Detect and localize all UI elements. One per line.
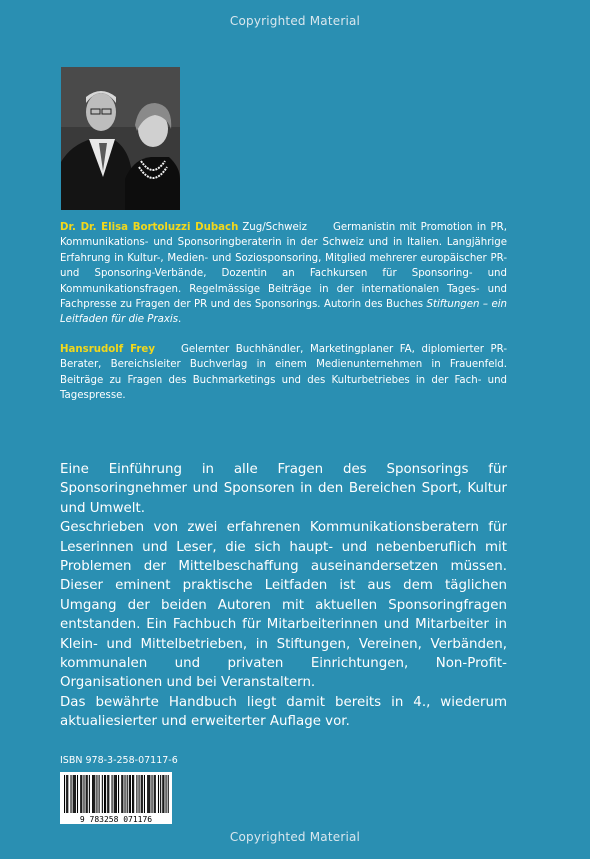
barcode-bar (108, 775, 109, 813)
barcode-bar (155, 775, 156, 813)
barcode-bar (129, 775, 130, 813)
barcode-bar (132, 775, 133, 813)
author-photo (61, 67, 180, 210)
barcode-bar (74, 775, 75, 813)
author-name: Dr. Dr. Elisa Bortoluzzi Dubach (60, 222, 239, 233)
isbn-barcode (60, 772, 172, 824)
barcode-bar (102, 775, 103, 813)
book-title: Stiftungen – ein Leitfaden für die Praxis (60, 299, 507, 326)
barcode-bar (158, 775, 159, 813)
barcode-bar (136, 775, 137, 813)
bio-end: . (178, 314, 182, 326)
barcode-bar (166, 775, 167, 813)
barcode-bar (114, 775, 115, 813)
barcode-bar (64, 775, 65, 813)
barcode-digits: 9 783258 071176 (79, 815, 153, 824)
barcode-bar (115, 775, 116, 813)
barcode-bar (67, 775, 68, 813)
author-bio-bortoluzzi (60, 220, 507, 328)
barcode-bar (141, 775, 142, 813)
author-location: Zug/Schweiz (242, 222, 307, 233)
barcode-bar (107, 775, 108, 813)
copyright-watermark-bottom: Copyrighted Material (229, 830, 361, 844)
barcode-bar (87, 775, 88, 813)
barcode-bar (83, 775, 84, 813)
barcode-bar (122, 775, 123, 813)
barcode-bar (81, 775, 82, 813)
barcode-bar (154, 775, 155, 813)
barcode-bar (80, 775, 81, 813)
barcode-bar (168, 775, 169, 813)
barcode-bar (160, 775, 161, 813)
barcode-bar (94, 775, 95, 813)
barcode-bar (124, 775, 125, 813)
barcode-bar (142, 775, 143, 813)
author-photo-image (61, 67, 180, 210)
author-name: Hansrudolf Frey (60, 344, 155, 355)
author-bio-text: Germanistin mit Promotion in PR, Kommunikations- und Sponsoringberaterin in der Schweiz und in Italien. Langjährige Erfahrung in Kultur-, Medien- und Soziosponsoring, Mitglied mehrerer europäischer PR- und Sponsoring-Verbände, Dozentin an Fachkursen für Sponsoring- und Kommunikationsfragen. Regelmässige Beiträge in der internationalen Tages- und Fachpresse zu Fragen der PR und des Sponsorings. Autorin des Buches (60, 222, 508, 311)
copyright-watermark-top: Copyrighted Material (229, 14, 361, 28)
barcode-bar (96, 775, 97, 813)
barcode-bar (89, 775, 90, 813)
barcode-bar (92, 775, 93, 813)
description-paragraph: Geschrieben von zwei erfahrenen Kommunikationsberatern für Leserinnen und Leser, die sich haupt- und nebenberuflich mit Problemen der Mittelbeschaffung auseinandersetzen müssen. Dieser eminent praktische Leitfaden ist aus dem täglichen Umgang der beiden Autoren mit aktuellen Sponsoringfragen entstanden. Ein Fachbuch für Mitarbeiterinnen und Mitarbeiter in Klein- und Mittelbetrieben, in Stiftungen, Vereinen, Verbänden, kommunalen und privaten Einrichtungen, Non-Profit-Organisationen und bei Veranstaltern. (60, 520, 507, 691)
barcode-bar (99, 775, 100, 813)
barcode-bar (73, 775, 74, 813)
barcode-bar (116, 775, 117, 813)
barcode-bar (66, 775, 67, 813)
author-bio-frey (60, 342, 507, 404)
barcode-bar (130, 775, 131, 813)
barcode-bar (93, 775, 94, 813)
barcode-bar (77, 775, 78, 813)
barcode-bar (75, 775, 76, 813)
barcode-bar (121, 775, 122, 813)
barcode-bar (133, 775, 134, 813)
book-description (60, 460, 507, 732)
barcode-bar (70, 775, 71, 813)
barcode-bar (147, 775, 148, 813)
barcode-graphic (60, 772, 172, 824)
barcode-bar (144, 775, 145, 813)
barcode-bar (86, 775, 87, 813)
barcode-bar (162, 775, 163, 813)
isbn-label: ISBN 978-3-258-07117-6 (60, 755, 178, 766)
description-paragraph: Das bewährte Handbuch liegt damit bereits in 4., wiederum aktualiesierter und erweiterter Auflage vor. (60, 694, 507, 730)
barcode-bar (104, 775, 105, 813)
description-paragraph: Eine Einführung in alle Fragen des Sponsorings für Sponsoringnehmer und Sponsoren in den Bereichen Sport, Kultur und Umwelt. (60, 462, 507, 516)
author-bio-text: Gelernter Buchhändler, Marketingplaner FA, diplomierter PR-Berater, Bereichsleiter Buchverlag in einem Medienunternehmen in Frauenfeld. Beiträge zu Fragen des Buchmarketings und des Kulturbetriebes in der Fach- und Tagespresse. (60, 344, 507, 402)
barcode-bar (105, 775, 106, 813)
barcode-bar (151, 775, 152, 813)
barcode-bar (118, 775, 119, 813)
barcode-bar (148, 775, 149, 813)
barcode-bar (127, 775, 128, 813)
barcode-bar (112, 775, 113, 813)
barcode-bar (163, 775, 164, 813)
barcode-bar (139, 775, 140, 813)
barcode-bar (149, 775, 150, 813)
